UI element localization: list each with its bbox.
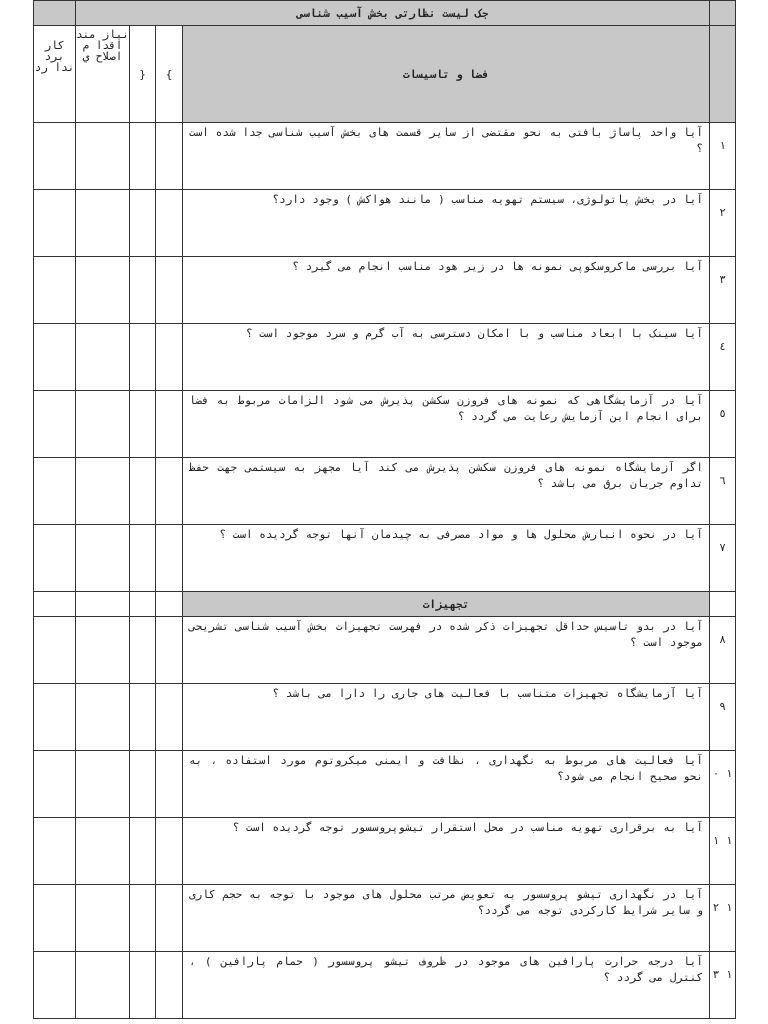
not-applicable-cell[interactable] [34, 952, 76, 1019]
checklist-table [33, 0, 736, 1019]
no-checkbox-cell[interactable] [130, 190, 156, 257]
no-checkbox-cell[interactable] [130, 885, 156, 952]
facilities-rows [34, 123, 736, 592]
row-number: ٨ [710, 617, 736, 684]
not-applicable-cell[interactable] [34, 391, 76, 458]
section-number-cell [710, 592, 736, 617]
checklist-row [34, 525, 736, 592]
not-applicable-cell[interactable] [34, 684, 76, 751]
not-applicable-cell[interactable] [34, 617, 76, 684]
row-question: آیا در بدو تاسیس حداقل تجهیزات ذکر شده در فهرست تجهیزات بخش آسیب شناسی تشریحی موجود است ؟ [183, 617, 710, 684]
checklist-row [34, 257, 736, 324]
row-number: ۱ [710, 123, 736, 190]
row-question: آیا در آزمایشگاهی که نمونه های فروزن سکشن پذیرش می شود الزامات مربوط به فضا برای انجام این آزمایش رعایت می گردد ؟ [183, 391, 710, 458]
checklist-row [34, 952, 736, 1019]
no-checkbox-cell[interactable] [130, 324, 156, 391]
row-number: ٤ [710, 324, 736, 391]
yes-checkbox-cell[interactable] [156, 257, 183, 324]
section-na-cell [34, 592, 76, 617]
row-number: ۱ ۱ [710, 818, 736, 885]
not-applicable-cell[interactable] [34, 751, 76, 818]
checklist-row [34, 190, 736, 257]
need-action-cell[interactable] [76, 324, 130, 391]
checklist-row [34, 458, 736, 525]
checklist-row [34, 123, 736, 190]
row-number: ۱ ۲ [710, 885, 736, 952]
row-number: ۱ ۰ [710, 751, 736, 818]
yes-checkbox-cell[interactable] [156, 885, 183, 952]
checklist-row [34, 885, 736, 952]
checklist-row [34, 684, 736, 751]
yes-checkbox-cell[interactable] [156, 391, 183, 458]
row-number: ۲ [710, 190, 736, 257]
yes-checkbox-cell[interactable] [156, 458, 183, 525]
not-applicable-cell[interactable] [34, 525, 76, 592]
no-checkbox-cell[interactable] [130, 818, 156, 885]
row-number: ۳ [710, 257, 736, 324]
section-facilities-title: فضا و تاسیسات [183, 26, 710, 123]
need-action-cell[interactable] [76, 190, 130, 257]
row-number: ۱ ۳ [710, 952, 736, 1019]
row-number: ٧ [710, 525, 736, 592]
need-action-column-head: نیاز مند اقدا م اصلاح ي [76, 26, 130, 123]
not-applicable-cell[interactable] [34, 257, 76, 324]
row-question: آیا به برقراری تهویه مناسب در محل استقرار تیشوپروسسور توجه گردیده است ؟ [183, 818, 710, 885]
need-action-cell[interactable] [76, 751, 130, 818]
no-checkbox-cell[interactable] [130, 952, 156, 1019]
yes-checkbox-cell[interactable] [156, 525, 183, 592]
row-number: ٥ [710, 391, 736, 458]
row-question: آیا درجه حرارت پارافین های موجود در ظروف تیشو پروسسور ( حمام پارافین ) ، کنترل می گردد ؟ [183, 952, 710, 1019]
yes-checkbox-cell[interactable] [156, 751, 183, 818]
checklist-row [34, 617, 736, 684]
need-action-cell[interactable] [76, 123, 130, 190]
yes-checkbox-cell[interactable] [156, 818, 183, 885]
no-checkbox-cell[interactable] [130, 257, 156, 324]
yes-checkbox-cell[interactable] [156, 952, 183, 1019]
need-action-cell[interactable] [76, 257, 130, 324]
header-corner [710, 1, 736, 26]
section-no-cell [130, 592, 156, 617]
checklist-row [34, 391, 736, 458]
not-applicable-cell[interactable] [34, 885, 76, 952]
no-checkbox-cell[interactable] [130, 525, 156, 592]
no-column-head: { [130, 26, 156, 123]
no-checkbox-cell[interactable] [130, 751, 156, 818]
not-applicable-cell[interactable] [34, 458, 76, 525]
checklist-row [34, 751, 736, 818]
no-checkbox-cell[interactable] [130, 684, 156, 751]
need-action-cell[interactable] [76, 885, 130, 952]
no-checkbox-cell[interactable] [130, 458, 156, 525]
row-question: آیا بررسی ماکروسکوپی نمونه ها در زیر هود مناسب انجام می گیرد ؟ [183, 257, 710, 324]
yes-checkbox-cell[interactable] [156, 684, 183, 751]
no-checkbox-cell[interactable] [130, 391, 156, 458]
number-column-head [710, 26, 736, 123]
not-applicable-cell[interactable] [34, 324, 76, 391]
not-applicable-column-head: کار برد ندا رد [34, 26, 76, 123]
checklist-title: جک لیست نظارتی بخش آسیب شناسی [76, 1, 710, 26]
row-question: آیا در نحوه انبارش محلول ها و مواد مصرفی به چیدمان آنها توجه گردیده است ؟ [183, 525, 710, 592]
row-question: اگر آزمایشگاه نمونه های فروزن سکشن پذیرش می کند آیا مجهز به سیستمی جهت حفظ تداوم جریان برق می باشد ؟ [183, 458, 710, 525]
no-checkbox-cell[interactable] [130, 617, 156, 684]
row-question: آیا در نگهداری تیشو پروسسور به تعویض مرتب محلول های موجود با توجه به حجم کاری و سایر شرایط کارکردی توجه می گردد؟ [183, 885, 710, 952]
need-action-cell[interactable] [76, 391, 130, 458]
equipment-rows [34, 617, 736, 1019]
yes-checkbox-cell[interactable] [156, 617, 183, 684]
yes-column-head: } [156, 26, 183, 123]
need-action-cell[interactable] [76, 525, 130, 592]
section-yes-cell [156, 592, 183, 617]
need-action-cell[interactable] [76, 684, 130, 751]
checklist-row [34, 324, 736, 391]
need-action-cell[interactable] [76, 458, 130, 525]
not-applicable-cell[interactable] [34, 818, 76, 885]
header-corner-left [34, 1, 76, 26]
row-number: ٦ [710, 458, 736, 525]
row-number: ٩ [710, 684, 736, 751]
yes-checkbox-cell[interactable] [156, 324, 183, 391]
not-applicable-cell[interactable] [34, 190, 76, 257]
section-equipment-title: تجهیزات [183, 592, 710, 617]
row-question: آیا فعالیت های مربوط به نگهداری ، نظافت و ایمنی میکروتوم مورد استفاده ، به نحو صحیح انجام می شود؟ [183, 751, 710, 818]
need-action-cell[interactable] [76, 952, 130, 1019]
no-checkbox-cell[interactable] [130, 123, 156, 190]
row-question: آیا در بخش پاتولوژی، سیستم تهویه مناسب ( مانند هواکش ) وجود دارد؟ [183, 190, 710, 257]
section-action-cell [76, 592, 130, 617]
yes-checkbox-cell[interactable] [156, 123, 183, 190]
row-question: آیا آزمایشگاه تجهیزات متناسب با فعالیت های جاری را دارا می باشد ؟ [183, 684, 710, 751]
row-question: آیا واحد پاساژ بافتی به نحو مقتضی از سایر قسمت های بخش آسیب شناسی جدا شده است ؟ [183, 123, 710, 190]
need-action-cell[interactable] [76, 617, 130, 684]
row-question: آیا سینک با ابعاد مناسب و با امکان دسترسی به آب گرم و سرد موجود است ؟ [183, 324, 710, 391]
yes-checkbox-cell[interactable] [156, 190, 183, 257]
need-action-cell[interactable] [76, 818, 130, 885]
checklist-row [34, 818, 736, 885]
not-applicable-cell[interactable] [34, 123, 76, 190]
